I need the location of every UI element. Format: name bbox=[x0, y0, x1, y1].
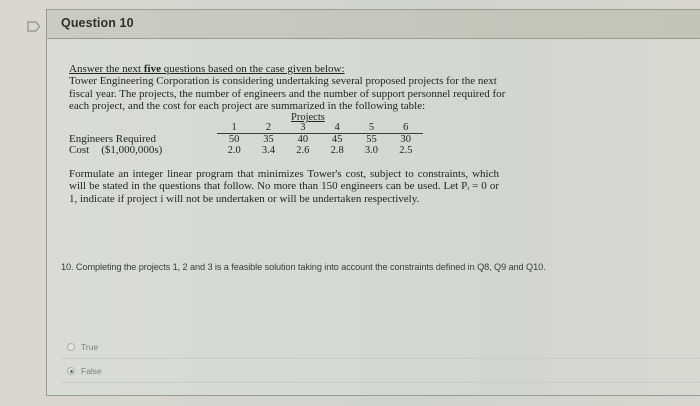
table-cell: 3.0 bbox=[364, 145, 379, 157]
table-cell: 50 bbox=[228, 134, 240, 146]
question-flag-icon[interactable] bbox=[27, 17, 41, 28]
table-cell: 35 bbox=[263, 134, 274, 146]
question-header bbox=[47, 10, 700, 39]
table-cell: 30 bbox=[400, 134, 412, 146]
column-header: 5 bbox=[368, 122, 375, 134]
question-panel bbox=[46, 9, 700, 396]
column-header: 6 bbox=[403, 122, 409, 134]
radio-true[interactable] bbox=[67, 343, 75, 351]
option-label: True bbox=[81, 341, 99, 352]
table-cell: 55 bbox=[366, 134, 377, 146]
table-cell: 3.4 bbox=[261, 145, 276, 157]
projects-table bbox=[69, 112, 509, 156]
row-label-engineers: Engineers Required bbox=[69, 133, 157, 146]
case-instructions: Formulate an integer linear program that minimizes Tower's cost, subject to constraints, which will be stated in the questions that follow. No more than 150 engineers can be used. Let Pᵢ = 0 or 1, indicate if project i will not be undertaken or will be undertaken respectively. bbox=[69, 168, 499, 205]
table-cell: 2.6 bbox=[296, 145, 310, 157]
table-cell: 40 bbox=[297, 134, 309, 146]
radio-false[interactable] bbox=[67, 367, 75, 375]
row-label-cost: Cost ($1,000,000s) bbox=[69, 144, 163, 157]
option-false[interactable] bbox=[61, 359, 700, 383]
column-header: 3 bbox=[300, 122, 306, 134]
case-description bbox=[69, 63, 509, 205]
question-prompt: 10. Completing the projects 1, 2 and 3 is a feasible solution taking into account the constraints defined in Q8, Q9 and Q10. bbox=[61, 262, 546, 272]
option-true[interactable] bbox=[61, 335, 700, 359]
option-label: False bbox=[81, 365, 102, 376]
case-intro: Tower Engineering Corporation is considering undertaking several proposed projects for the next fiscal year. The projects, the number of engineers and the number of support personnel required for each project, and the cost for each project are summarized in the following table: bbox=[69, 75, 506, 112]
table-row-engineers bbox=[217, 134, 423, 145]
table-cell: 2.8 bbox=[330, 145, 344, 157]
answer-options bbox=[61, 335, 700, 383]
table-cell: 2.5 bbox=[399, 145, 413, 157]
case-heading: Answer the next five questions based on the case given below: bbox=[69, 63, 345, 75]
question-title: Question 10 bbox=[61, 16, 134, 30]
column-header: 4 bbox=[334, 122, 340, 134]
projects-column-headers bbox=[217, 122, 423, 133]
table-cell: 45 bbox=[331, 134, 343, 146]
column-header: 1 bbox=[231, 122, 237, 134]
cost-unit: ($1,000,000s) bbox=[101, 144, 163, 157]
column-header: 2 bbox=[265, 122, 272, 134]
table-row-cost bbox=[217, 145, 423, 156]
projects-caption: Projects bbox=[291, 112, 325, 124]
table-cell: 2.0 bbox=[227, 145, 241, 157]
